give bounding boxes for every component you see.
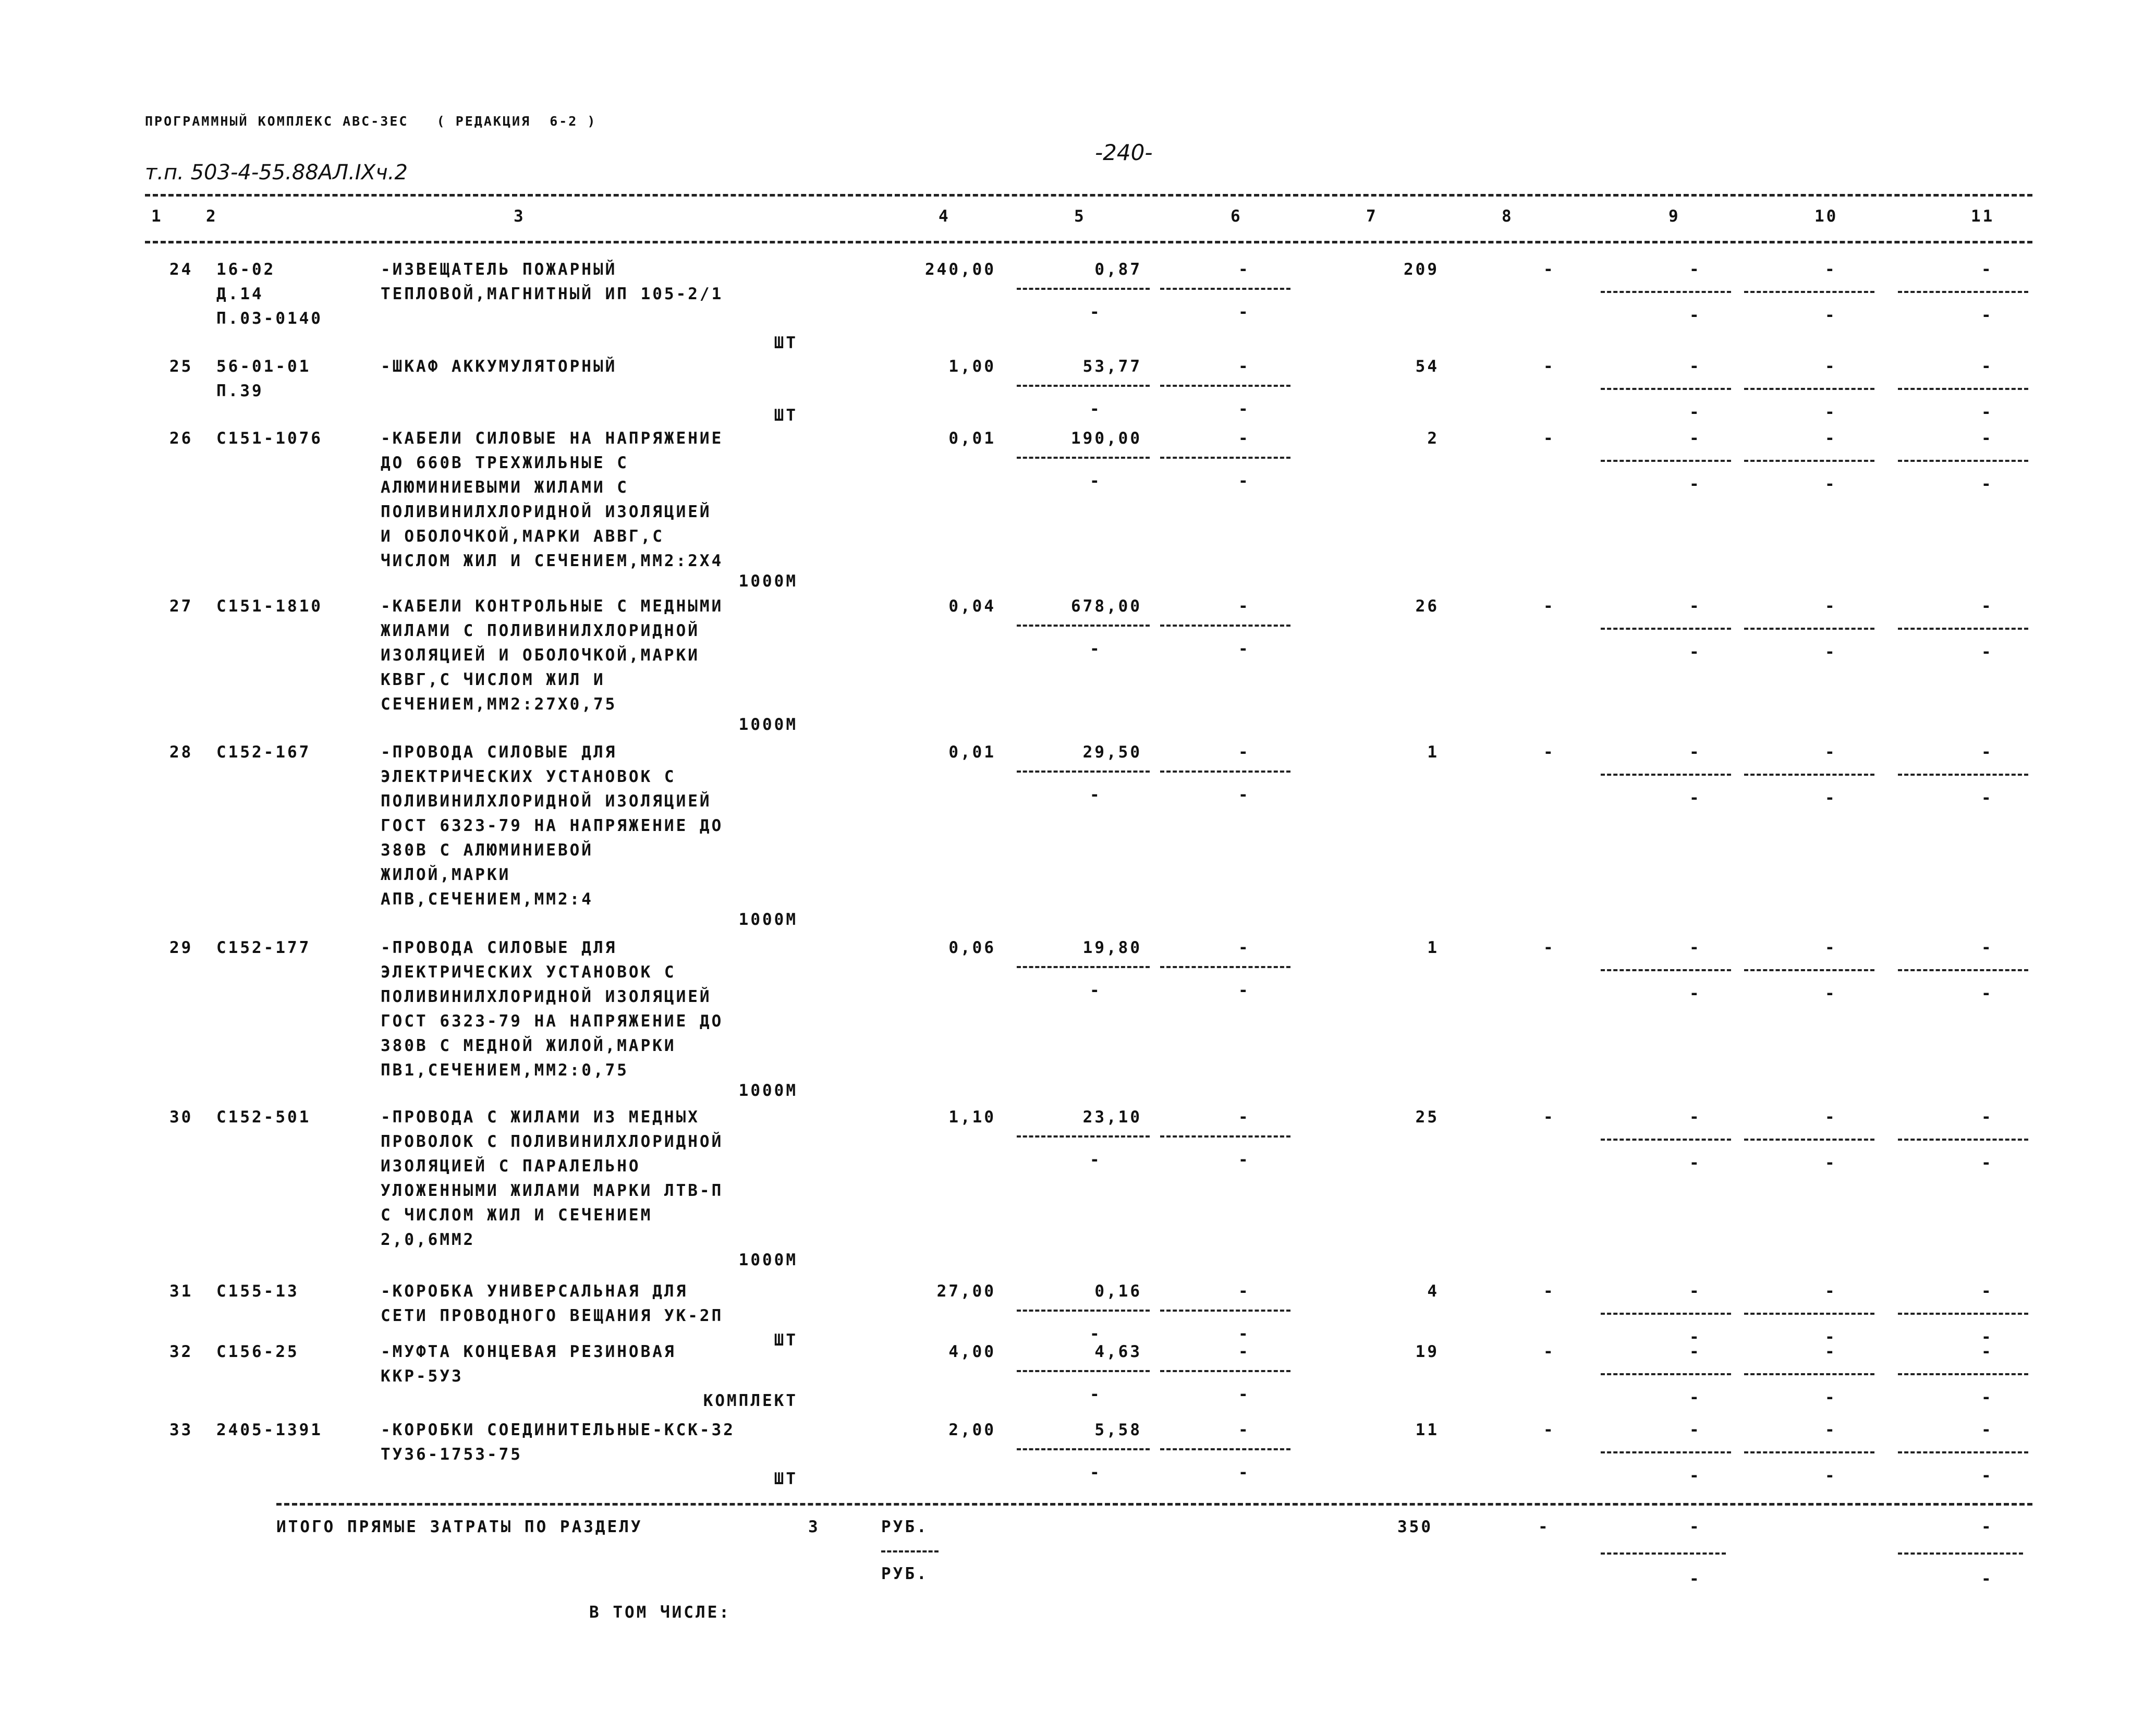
row-col7: 54 bbox=[1415, 357, 1439, 376]
row-description: ЖИЛАМИ С ПОЛИВИНИЛХЛОРИДНОЙ bbox=[381, 621, 700, 640]
row-unit: ШТ bbox=[774, 334, 798, 352]
row-description: ККР-5У3 bbox=[381, 1367, 464, 1386]
row-col5-bottom: - bbox=[1090, 400, 1102, 419]
row-col9-bottom: - bbox=[1689, 1388, 1701, 1407]
row-subrule bbox=[1160, 385, 1290, 387]
row-code: 2405-1391 bbox=[216, 1421, 323, 1439]
row-col11-top: - bbox=[1981, 1108, 1993, 1127]
row-description: -ПРОВОДА СИЛОВЫЕ ДЛЯ bbox=[381, 743, 617, 762]
row-col6-bottom: - bbox=[1238, 1151, 1250, 1169]
row-col5-bottom: - bbox=[1090, 1385, 1102, 1404]
row-col7: 1 bbox=[1427, 938, 1439, 957]
header-rule-bottom bbox=[145, 241, 2032, 243]
row-description: ГОСТ 6323-79 НА НАПРЯЖЕНИЕ ДО bbox=[381, 816, 724, 835]
row-col7: 26 bbox=[1415, 597, 1439, 616]
row-col10-bottom: - bbox=[1825, 403, 1837, 422]
row-col10-top: - bbox=[1825, 938, 1837, 957]
row-col11-bottom: - bbox=[1981, 403, 1993, 422]
column-header-6: 6 bbox=[1231, 207, 1243, 226]
row-col7: 1 bbox=[1427, 743, 1439, 762]
row-price: 4,63 bbox=[1094, 1342, 1142, 1361]
row-col6-top: - bbox=[1238, 1108, 1250, 1127]
row-col7: 19 bbox=[1415, 1342, 1439, 1361]
row-col9-bottom: - bbox=[1689, 1466, 1701, 1485]
row-subrule bbox=[1898, 1451, 2028, 1453]
row-col11-top: - bbox=[1981, 429, 1993, 448]
row-col6-top: - bbox=[1238, 743, 1250, 762]
row-code: С156-25 bbox=[216, 1342, 299, 1361]
row-subrule bbox=[1601, 1373, 1731, 1375]
row-col11-bottom: - bbox=[1981, 475, 1993, 494]
row-subrule bbox=[1898, 628, 2028, 630]
row-subrule bbox=[1017, 1370, 1150, 1372]
row-col9-bottom: - bbox=[1689, 789, 1701, 808]
row-code: П.03-0140 bbox=[216, 309, 323, 328]
row-description: И ОБОЛОЧКОЙ,МАРКИ АВВГ,С bbox=[381, 527, 664, 546]
row-unit: ШТ bbox=[774, 406, 798, 425]
row-col5-bottom: - bbox=[1090, 1463, 1102, 1482]
row-col10-top: - bbox=[1825, 357, 1837, 376]
row-number: 30 bbox=[169, 1108, 193, 1127]
footer-note: В ТОМ ЧИСЛЕ: bbox=[589, 1603, 731, 1622]
row-col11-top: - bbox=[1981, 743, 1993, 762]
row-col11-bottom: - bbox=[1981, 1328, 1993, 1347]
row-col5-bottom: - bbox=[1090, 1325, 1102, 1343]
page-number: -240- bbox=[1095, 140, 1153, 165]
row-col5-bottom: - bbox=[1090, 472, 1102, 491]
column-header-3: 3 bbox=[514, 207, 526, 226]
row-quantity: 0,06 bbox=[948, 938, 996, 957]
row-col6-bottom: - bbox=[1238, 981, 1250, 1000]
row-col11-top: - bbox=[1981, 357, 1993, 376]
row-description: КВВГ,С ЧИСЛОМ ЖИЛ И bbox=[381, 670, 605, 689]
row-col11-bottom: - bbox=[1981, 1388, 1993, 1407]
row-col10-bottom: - bbox=[1825, 306, 1837, 325]
row-col8: - bbox=[1543, 1282, 1555, 1301]
row-price: 0,16 bbox=[1094, 1282, 1142, 1301]
row-col10-bottom: - bbox=[1825, 1154, 1837, 1172]
row-quantity: 27,00 bbox=[936, 1282, 996, 1301]
total-col11-a: - bbox=[1981, 1518, 1993, 1536]
column-header-7: 7 bbox=[1366, 207, 1378, 226]
column-header-5: 5 bbox=[1074, 207, 1086, 226]
row-number: 29 bbox=[169, 938, 193, 957]
row-col5-bottom: - bbox=[1090, 303, 1102, 322]
row-subrule bbox=[1160, 457, 1290, 459]
row-price: 29,50 bbox=[1082, 743, 1142, 762]
row-col11-top: - bbox=[1981, 597, 1993, 616]
row-col10-top: - bbox=[1825, 260, 1837, 279]
row-code: С151-1076 bbox=[216, 429, 323, 448]
row-description: АПВ,СЕЧЕНИЕМ,ММ2:4 bbox=[381, 890, 593, 909]
row-col6-top: - bbox=[1238, 1421, 1250, 1439]
row-subrule bbox=[1601, 969, 1731, 971]
row-col9-top: - bbox=[1689, 357, 1701, 376]
row-subrule bbox=[1744, 1139, 1874, 1141]
total-label: ИТОГО ПРЯМЫЕ ЗАТРАТЫ ПО РАЗДЕЛУ bbox=[276, 1518, 643, 1536]
row-unit: 1000М bbox=[738, 1251, 798, 1269]
row-description: -КАБЕЛИ СИЛОВЫЕ НА НАПРЯЖЕНИЕ bbox=[381, 429, 724, 448]
row-col5-bottom: - bbox=[1090, 786, 1102, 804]
row-subrule bbox=[1898, 1313, 2028, 1315]
row-description: ЭЛЕКТРИЧЕСКИХ УСТАНОВОК С bbox=[381, 963, 676, 982]
row-description: ТЕПЛОВОЙ,МАГНИТНЫЙ ИП 105-2/1 bbox=[381, 285, 724, 303]
row-number: 28 bbox=[169, 743, 193, 762]
column-header-8: 8 bbox=[1502, 207, 1514, 226]
row-description: 380В С МЕДНОЙ ЖИЛОЙ,МАРКИ bbox=[381, 1036, 676, 1055]
row-description: ЖИЛОЙ,МАРКИ bbox=[381, 865, 511, 884]
row-col5-bottom: - bbox=[1090, 640, 1102, 658]
total-unit-2: РУБ. bbox=[881, 1564, 929, 1583]
row-col9-top: - bbox=[1689, 938, 1701, 957]
row-subrule bbox=[1601, 460, 1731, 462]
row-col9-top: - bbox=[1689, 597, 1701, 616]
row-col9-top: - bbox=[1689, 1342, 1701, 1361]
row-price: 190,00 bbox=[1071, 429, 1142, 448]
row-col9-bottom: - bbox=[1689, 984, 1701, 1003]
total-unit-1: РУБ. bbox=[881, 1518, 929, 1536]
total-col9-rule bbox=[1601, 1552, 1726, 1555]
row-col6-bottom: - bbox=[1238, 786, 1250, 804]
total-col11-rule bbox=[1898, 1552, 2023, 1555]
row-description: ПОЛИВИНИЛХЛОРИДНОЙ ИЗОЛЯЦИЕЙ bbox=[381, 792, 712, 811]
row-number: 25 bbox=[169, 357, 193, 376]
row-subrule bbox=[1898, 388, 2028, 390]
program-title: ПРОГРАММНЫЙ КОМПЛЕКС АВС-ЗЕС ( РЕДАКЦИЯ 6-2 ) bbox=[145, 114, 597, 129]
row-price: 53,77 bbox=[1082, 357, 1142, 376]
row-description: ПРОВОЛОК С ПОЛИВИНИЛХЛОРИДНОЙ bbox=[381, 1132, 724, 1151]
row-description: С ЧИСЛОМ ЖИЛ И СЕЧЕНИЕМ bbox=[381, 1206, 653, 1225]
row-subrule bbox=[1601, 291, 1731, 293]
row-number: 27 bbox=[169, 597, 193, 616]
row-description: УЛОЖЕННЫМИ ЖИЛАМИ МАРКИ ЛТВ-П bbox=[381, 1181, 724, 1200]
row-unit: 1000М bbox=[738, 715, 798, 734]
row-col9-bottom: - bbox=[1689, 643, 1701, 662]
row-col11-bottom: - bbox=[1981, 306, 1993, 325]
row-code: С152-501 bbox=[216, 1108, 311, 1127]
row-col8: - bbox=[1543, 260, 1555, 279]
row-description: АЛЮМИНИЕВЫМИ ЖИЛАМИ С bbox=[381, 478, 629, 497]
row-quantity: 1,10 bbox=[948, 1108, 996, 1127]
row-code: 56-01-01 bbox=[216, 357, 311, 376]
row-price: 678,00 bbox=[1071, 597, 1142, 616]
row-col10-bottom: - bbox=[1825, 475, 1837, 494]
row-col8: - bbox=[1543, 938, 1555, 957]
row-subrule bbox=[1017, 385, 1150, 387]
row-col9-bottom: - bbox=[1689, 403, 1701, 422]
row-subrule bbox=[1744, 388, 1874, 390]
row-subrule bbox=[1160, 1310, 1290, 1312]
row-subrule bbox=[1744, 460, 1874, 462]
row-subrule bbox=[1898, 1139, 2028, 1141]
row-col10-bottom: - bbox=[1825, 789, 1837, 808]
row-description: -КАБЕЛИ КОНТРОЛЬНЫЕ С МЕДНЫМИ bbox=[381, 597, 724, 616]
row-col10-top: - bbox=[1825, 743, 1837, 762]
row-price: 0,87 bbox=[1094, 260, 1142, 279]
row-col6-bottom: - bbox=[1238, 640, 1250, 658]
row-subrule bbox=[1601, 388, 1731, 390]
row-quantity: 0,01 bbox=[948, 429, 996, 448]
row-description: ПОЛИВИНИЛХЛОРИДНОЙ ИЗОЛЯЦИЕЙ bbox=[381, 987, 712, 1006]
row-unit: ШТ bbox=[774, 1331, 798, 1350]
row-subrule bbox=[1017, 771, 1150, 773]
row-unit: 1000М bbox=[738, 572, 798, 591]
row-unit: ШТ bbox=[774, 1470, 798, 1488]
row-price: 19,80 bbox=[1082, 938, 1142, 957]
header-rule-top bbox=[145, 194, 2032, 197]
row-col9-top: - bbox=[1689, 429, 1701, 448]
row-subrule bbox=[1017, 966, 1150, 968]
row-description: ЧИСЛОМ ЖИЛ И СЕЧЕНИЕМ,ММ2:2Х4 bbox=[381, 552, 724, 570]
row-subrule bbox=[1017, 457, 1150, 459]
row-number: 24 bbox=[169, 260, 193, 279]
row-col7: 2 bbox=[1427, 429, 1439, 448]
row-number: 33 bbox=[169, 1421, 193, 1439]
total-section: 3 bbox=[808, 1518, 820, 1536]
total-col8: - bbox=[1538, 1518, 1550, 1536]
row-col8: - bbox=[1543, 357, 1555, 376]
column-header-11: 11 bbox=[1971, 207, 1995, 226]
row-col8: - bbox=[1543, 1421, 1555, 1439]
total-rule bbox=[276, 1503, 2032, 1506]
row-col11-top: - bbox=[1981, 260, 1993, 279]
row-subrule bbox=[1017, 1310, 1150, 1312]
row-subrule bbox=[1160, 288, 1290, 290]
row-quantity: 0,04 bbox=[948, 597, 996, 616]
total-col7: 350 bbox=[1397, 1518, 1433, 1536]
row-description: -КОРОБКИ СОЕДИНИТЕЛЬНЫЕ-КСК-32 bbox=[381, 1421, 735, 1439]
row-col11-bottom: - bbox=[1981, 1154, 1993, 1172]
row-col9-bottom: - bbox=[1689, 475, 1701, 494]
column-header-10: 10 bbox=[1814, 207, 1838, 226]
row-unit: КОМПЛЕКТ bbox=[703, 1391, 798, 1410]
row-subrule bbox=[1160, 1135, 1290, 1138]
row-col6-bottom: - bbox=[1238, 303, 1250, 322]
row-subrule bbox=[1160, 1370, 1290, 1372]
row-subrule bbox=[1160, 966, 1290, 968]
row-subrule bbox=[1744, 969, 1874, 971]
row-col11-top: - bbox=[1981, 938, 1993, 957]
project-code: т.п. 503-4-55.88АЛ.IXч.2 bbox=[145, 161, 408, 185]
row-col10-bottom: - bbox=[1825, 984, 1837, 1003]
total-col9-b: - bbox=[1689, 1570, 1701, 1588]
row-subrule bbox=[1898, 1373, 2028, 1375]
row-subrule bbox=[1744, 1373, 1874, 1375]
row-description: -ПРОВОДА С ЖИЛАМИ ИЗ МЕДНЫХ bbox=[381, 1108, 700, 1127]
row-number: 32 bbox=[169, 1342, 193, 1361]
row-price: 23,10 bbox=[1082, 1108, 1142, 1127]
row-number: 26 bbox=[169, 429, 193, 448]
row-description: СЕЧЕНИЕМ,ММ2:27Х0,75 bbox=[381, 695, 617, 714]
row-subrule bbox=[1744, 1451, 1874, 1453]
row-code: С152-177 bbox=[216, 938, 311, 957]
total-col9-a: - bbox=[1689, 1518, 1701, 1536]
row-col8: - bbox=[1543, 429, 1555, 448]
row-col5-bottom: - bbox=[1090, 981, 1102, 1000]
column-header-4: 4 bbox=[939, 207, 951, 226]
row-col11-bottom: - bbox=[1981, 984, 1993, 1003]
row-quantity: 1,00 bbox=[948, 357, 996, 376]
total-unit-rule bbox=[881, 1550, 939, 1552]
row-subrule bbox=[1160, 1448, 1290, 1450]
row-code: П.39 bbox=[216, 382, 264, 400]
row-col11-bottom: - bbox=[1981, 643, 1993, 662]
row-col10-top: - bbox=[1825, 1421, 1837, 1439]
row-quantity: 0,01 bbox=[948, 743, 996, 762]
row-description: ИЗОЛЯЦИЕЙ С ПАРАЛЕЛЬНО bbox=[381, 1157, 641, 1176]
row-code: С152-167 bbox=[216, 743, 311, 762]
row-col6-bottom: - bbox=[1238, 1385, 1250, 1404]
row-description: -ШКАФ АККУМУЛЯТОРНЫЙ bbox=[381, 357, 617, 376]
row-subrule bbox=[1160, 771, 1290, 773]
row-col11-bottom: - bbox=[1981, 789, 1993, 808]
row-col10-top: - bbox=[1825, 1282, 1837, 1301]
row-price: 5,58 bbox=[1094, 1421, 1142, 1439]
total-col11-b: - bbox=[1981, 1570, 1993, 1588]
row-unit: 1000М bbox=[738, 910, 798, 929]
row-col10-bottom: - bbox=[1825, 1328, 1837, 1347]
row-subrule bbox=[1898, 969, 2028, 971]
row-col9-bottom: - bbox=[1689, 306, 1701, 325]
row-description: -ПРОВОДА СИЛОВЫЕ ДЛЯ bbox=[381, 938, 617, 957]
row-col9-bottom: - bbox=[1689, 1154, 1701, 1172]
row-code: С155-13 bbox=[216, 1282, 299, 1301]
row-col8: - bbox=[1543, 1108, 1555, 1127]
row-description: 2,0,6ММ2 bbox=[381, 1230, 476, 1249]
row-col6-bottom: - bbox=[1238, 400, 1250, 419]
row-col8: - bbox=[1543, 1342, 1555, 1361]
row-col6-top: - bbox=[1238, 1342, 1250, 1361]
row-description: -ИЗВЕЩАТЕЛЬ ПОЖАРНЫЙ bbox=[381, 260, 617, 279]
row-description: ЭЛЕКТРИЧЕСКИХ УСТАНОВОК С bbox=[381, 767, 676, 786]
row-col6-bottom: - bbox=[1238, 1325, 1250, 1343]
row-col7: 4 bbox=[1427, 1282, 1439, 1301]
row-number: 31 bbox=[169, 1282, 193, 1301]
row-subrule bbox=[1744, 1313, 1874, 1315]
row-subrule bbox=[1017, 288, 1150, 290]
row-subrule bbox=[1601, 1451, 1731, 1453]
row-col6-top: - bbox=[1238, 357, 1250, 376]
row-col11-bottom: - bbox=[1981, 1466, 1993, 1485]
row-description: ПВ1,СЕЧЕНИЕМ,ММ2:0,75 bbox=[381, 1061, 629, 1080]
row-col7: 11 bbox=[1415, 1421, 1439, 1439]
row-quantity: 240,00 bbox=[925, 260, 996, 279]
row-col10-top: - bbox=[1825, 597, 1837, 616]
row-subrule bbox=[1898, 460, 2028, 462]
column-header-9: 9 bbox=[1668, 207, 1680, 226]
row-subrule bbox=[1017, 1135, 1150, 1138]
row-subrule bbox=[1744, 774, 1874, 776]
row-subrule bbox=[1744, 291, 1874, 293]
row-col5-bottom: - bbox=[1090, 1151, 1102, 1169]
row-col10-bottom: - bbox=[1825, 643, 1837, 662]
row-subrule bbox=[1601, 628, 1731, 630]
row-col7: 25 bbox=[1415, 1108, 1439, 1127]
column-header-1: 1 bbox=[151, 207, 163, 226]
row-subrule bbox=[1017, 1448, 1150, 1450]
row-col6-top: - bbox=[1238, 260, 1250, 279]
row-quantity: 2,00 bbox=[948, 1421, 996, 1439]
row-subrule bbox=[1601, 774, 1731, 776]
row-col9-top: - bbox=[1689, 1282, 1701, 1301]
row-unit: 1000М bbox=[738, 1081, 798, 1100]
row-subrule bbox=[1898, 774, 2028, 776]
row-description: 380В С АЛЮМИНИЕВОЙ bbox=[381, 841, 593, 860]
row-col7: 209 bbox=[1404, 260, 1439, 279]
row-col6-top: - bbox=[1238, 1282, 1250, 1301]
row-subrule bbox=[1017, 625, 1150, 627]
row-col11-top: - bbox=[1981, 1421, 1993, 1439]
row-code: 16-02 bbox=[216, 260, 276, 279]
row-col10-top: - bbox=[1825, 429, 1837, 448]
row-col6-bottom: - bbox=[1238, 1463, 1250, 1482]
row-col6-bottom: - bbox=[1238, 472, 1250, 491]
row-col9-top: - bbox=[1689, 1421, 1701, 1439]
row-description: ПОЛИВИНИЛХЛОРИДНОЙ ИЗОЛЯЦИЕЙ bbox=[381, 503, 712, 521]
row-col8: - bbox=[1543, 597, 1555, 616]
row-col9-top: - bbox=[1689, 260, 1701, 279]
row-col6-top: - bbox=[1238, 938, 1250, 957]
row-col9-bottom: - bbox=[1689, 1328, 1701, 1347]
row-description: ДО 660В ТРЕХЖИЛЬНЫЕ С bbox=[381, 454, 629, 472]
row-col6-top: - bbox=[1238, 429, 1250, 448]
row-col11-top: - bbox=[1981, 1282, 1993, 1301]
row-description: -КОРОБКА УНИВЕРСАЛЬНАЯ ДЛЯ bbox=[381, 1282, 688, 1301]
row-quantity: 4,00 bbox=[948, 1342, 996, 1361]
row-code: Д.14 bbox=[216, 285, 264, 303]
row-description: ГОСТ 6323-79 НА НАПРЯЖЕНИЕ ДО bbox=[381, 1012, 724, 1031]
row-description: СЕТИ ПРОВОДНОГО ВЕЩАНИЯ УК-2П bbox=[381, 1306, 724, 1325]
row-col6-top: - bbox=[1238, 597, 1250, 616]
row-col10-bottom: - bbox=[1825, 1466, 1837, 1485]
row-col9-top: - bbox=[1689, 743, 1701, 762]
row-description: ТУ36-1753-75 bbox=[381, 1445, 522, 1464]
column-header-2: 2 bbox=[206, 207, 218, 226]
row-description: -МУФТА КОНЦЕВАЯ РЕЗИНОВАЯ bbox=[381, 1342, 676, 1361]
row-code: С151-1810 bbox=[216, 597, 323, 616]
row-subrule bbox=[1601, 1139, 1731, 1141]
row-col10-bottom: - bbox=[1825, 1388, 1837, 1407]
row-col8: - bbox=[1543, 743, 1555, 762]
row-description: ИЗОЛЯЦИЕЙ И ОБОЛОЧКОЙ,МАРКИ bbox=[381, 646, 700, 665]
row-col11-top: - bbox=[1981, 1342, 1993, 1361]
row-subrule bbox=[1601, 1313, 1731, 1315]
row-subrule bbox=[1744, 628, 1874, 630]
row-col10-top: - bbox=[1825, 1342, 1837, 1361]
row-col9-top: - bbox=[1689, 1108, 1701, 1127]
row-col10-top: - bbox=[1825, 1108, 1837, 1127]
row-subrule bbox=[1898, 291, 2028, 293]
row-subrule bbox=[1160, 625, 1290, 627]
